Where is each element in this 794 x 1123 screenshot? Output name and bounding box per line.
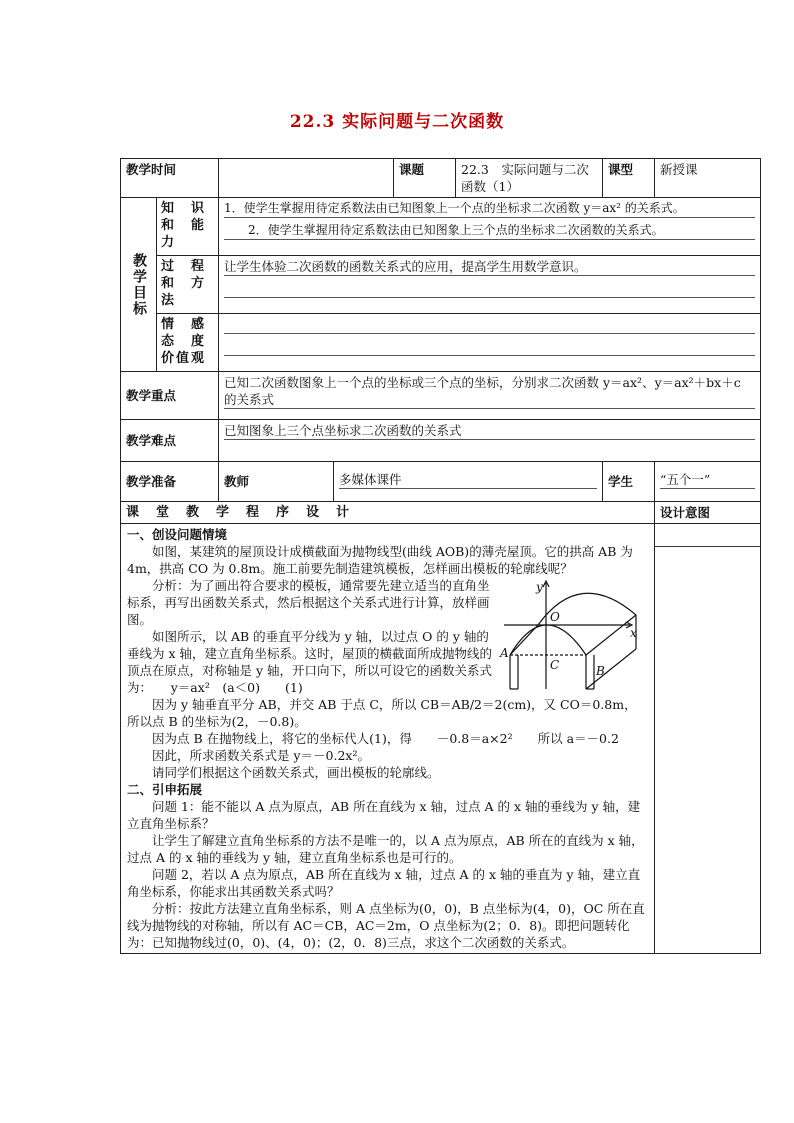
difficulty-label: 教学难点 [121, 420, 219, 462]
goal-process-row [121, 256, 761, 314]
difficulty-value: 已知图象上三个点坐标求二次函数的关系式 [224, 422, 755, 440]
type-value: 新授课 [655, 159, 761, 198]
design-header-row [121, 502, 761, 524]
student-label: 学生 [603, 462, 655, 502]
figure-label-x: x [630, 626, 637, 640]
figure-label-c: C [550, 658, 560, 672]
section-1-title: 一、创设问题情境 [127, 527, 228, 542]
process-design-title: 课 堂 教 学 程 序 设 计 [121, 502, 655, 524]
lesson-plan-table [120, 158, 761, 954]
teacher-label: 教师 [219, 462, 334, 502]
emotion-label: 情 感 态 度 价值观 [157, 314, 219, 372]
figure-label-b: B [596, 664, 605, 678]
design-content-row [121, 524, 761, 954]
type-label: 课型 [603, 159, 655, 198]
emotion-value [224, 316, 755, 334]
student-value: “五个一” [660, 471, 755, 489]
section-2-paragraph-3: 问题 2，若以 A 点为原点，AB 所在直线为 x 轴，过点 A 的 x 轴的垂直为 y 轴，建立直角坐标系，你能求出其函数关系式吗？ [127, 867, 641, 899]
goal-knowledge-row [121, 198, 761, 256]
section-1-paragraph-4: 因为 y 轴垂直平分 AB，并交 AB 于点 C，所以 CB＝AB/2＝2(cm)，又 CO＝0.8m，所以点 B 的坐标为(2，－0.8)。 [127, 697, 637, 729]
figure-label-y: y [536, 580, 543, 594]
key-point-label: 教学重点 [121, 372, 219, 420]
topic-value: 22.3 实际问题与二次函数（1） [456, 159, 603, 198]
key-point-row [121, 372, 761, 420]
header-row [121, 159, 761, 198]
topic-label: 课题 [394, 159, 456, 198]
prep-label: 教学准备 [121, 462, 219, 502]
section-1-paragraph-6: 因此，所求函数关系式是 y＝－0.2x²。 [152, 748, 370, 763]
knowledge-item-1: 1．使学生掌握用待定系数法由已知图象上一个点的坐标求二次函数 y＝ax² 的关系式。 [224, 200, 755, 218]
page-title: 22.3 实际问题与二次函数 [289, 112, 505, 132]
section-1-paragraph-2: 分析：为了画出符合要求的模板，通常要先建立适当的直角坐标系，再写出函数关系式，然后根据这个关系式进行计算，放样画图。 [127, 578, 490, 627]
section-1-paragraph-5: 因为点 B 在抛物线上，将它的坐标代人(1)，得 －0.8＝a×2² 所以 a＝－0.2 [152, 731, 619, 746]
section-2-paragraph-1: 问题 1：能不能以 A 点为原点，AB 所在直线为 x 轴，过点 A 的 x 轴的垂线为 y 轴，建立直角坐标系？ [127, 799, 641, 831]
goals-label: 教学目标 [131, 252, 147, 317]
section-2-paragraph-2: 让学生了解建立直角坐标系的方法不是唯一的，以 A 点为原点，AB 所在的直线为 x 轴，过点 A 的 x 轴的垂线为 y 轴，建立直角坐标系也是可行的。 [127, 833, 644, 865]
difficulty-row [121, 420, 761, 462]
section-2-paragraph-4: 分析：按此方法建立直角坐标系，则 A 点坐标为(0，0)，B 点坐标为(4，0)，OC 所在直线为抛物线的对称轴，所以有 AC＝CB，AC＝2m，O 点坐标为(2；0．8)。即把问题转化为：已知抛物线过(0，0)、(4，0)；(2，0．8)三点，求这个二次函数的关系式。 [127, 901, 645, 950]
design-intent-cell [655, 524, 761, 954]
section-2-title: 二、引申拓展 [127, 782, 203, 797]
design-intent-title: 设计意图 [655, 502, 761, 524]
process-value: 让学生体验二次函数的函数关系式的应用，提高学生用数学意识。 [224, 258, 755, 276]
knowledge-label: 知 识 和 能 力 [157, 198, 219, 256]
roof-parabola-figure [498, 577, 648, 695]
process-blank-line [224, 280, 755, 298]
process-label: 过 程 和 方 法 [157, 256, 219, 314]
prep-row [121, 462, 761, 502]
section-1-paragraph-7: 请同学们根据这个函数关系式，画出模板的轮廓线。 [152, 765, 440, 780]
figure-label-a: A [500, 646, 509, 660]
time-value [219, 159, 394, 198]
emotion-blank-line [224, 338, 755, 356]
knowledge-item-2: 2．使学生掌握用待定系数法由已知图象上三个点的坐标求二次函数的关系式。 [224, 222, 755, 240]
teacher-value: 多媒体课件 [339, 471, 597, 489]
section-1-paragraph-1: 如图，某建筑的屋顶设计成横截面为抛物线型(曲线 AOB)的薄壳屋顶。它的拱高 AB 为 4m，拱高 CO 为 0.8m。施工前要先制造建筑模板，怎样画出模板的轮廓线呢？ [127, 544, 633, 576]
key-point-value: 已知二次函数图象上一个点的坐标或三个点的坐标，分别求二次函数 y＝ax²、y＝ax²＋bx＋c 的关系式 [224, 374, 755, 409]
time-label: 教学时间 [121, 159, 219, 198]
figure-label-o: O [550, 610, 560, 624]
design-intent-line [655, 526, 760, 547]
section-1-paragraph-3: 如图所示，以 AB 的垂直平分线为 y 轴，以过点 O 的 y 轴的垂线为 x 轴，建立直角坐标系。这时，屋顶的横截面所成抛物线的顶点在原点，对称轴是 y 轴，开口向下，所以可设它的函数关系式为： y＝ax² (a＜0) (1) [127, 629, 493, 695]
goal-emotion-row [121, 314, 761, 372]
